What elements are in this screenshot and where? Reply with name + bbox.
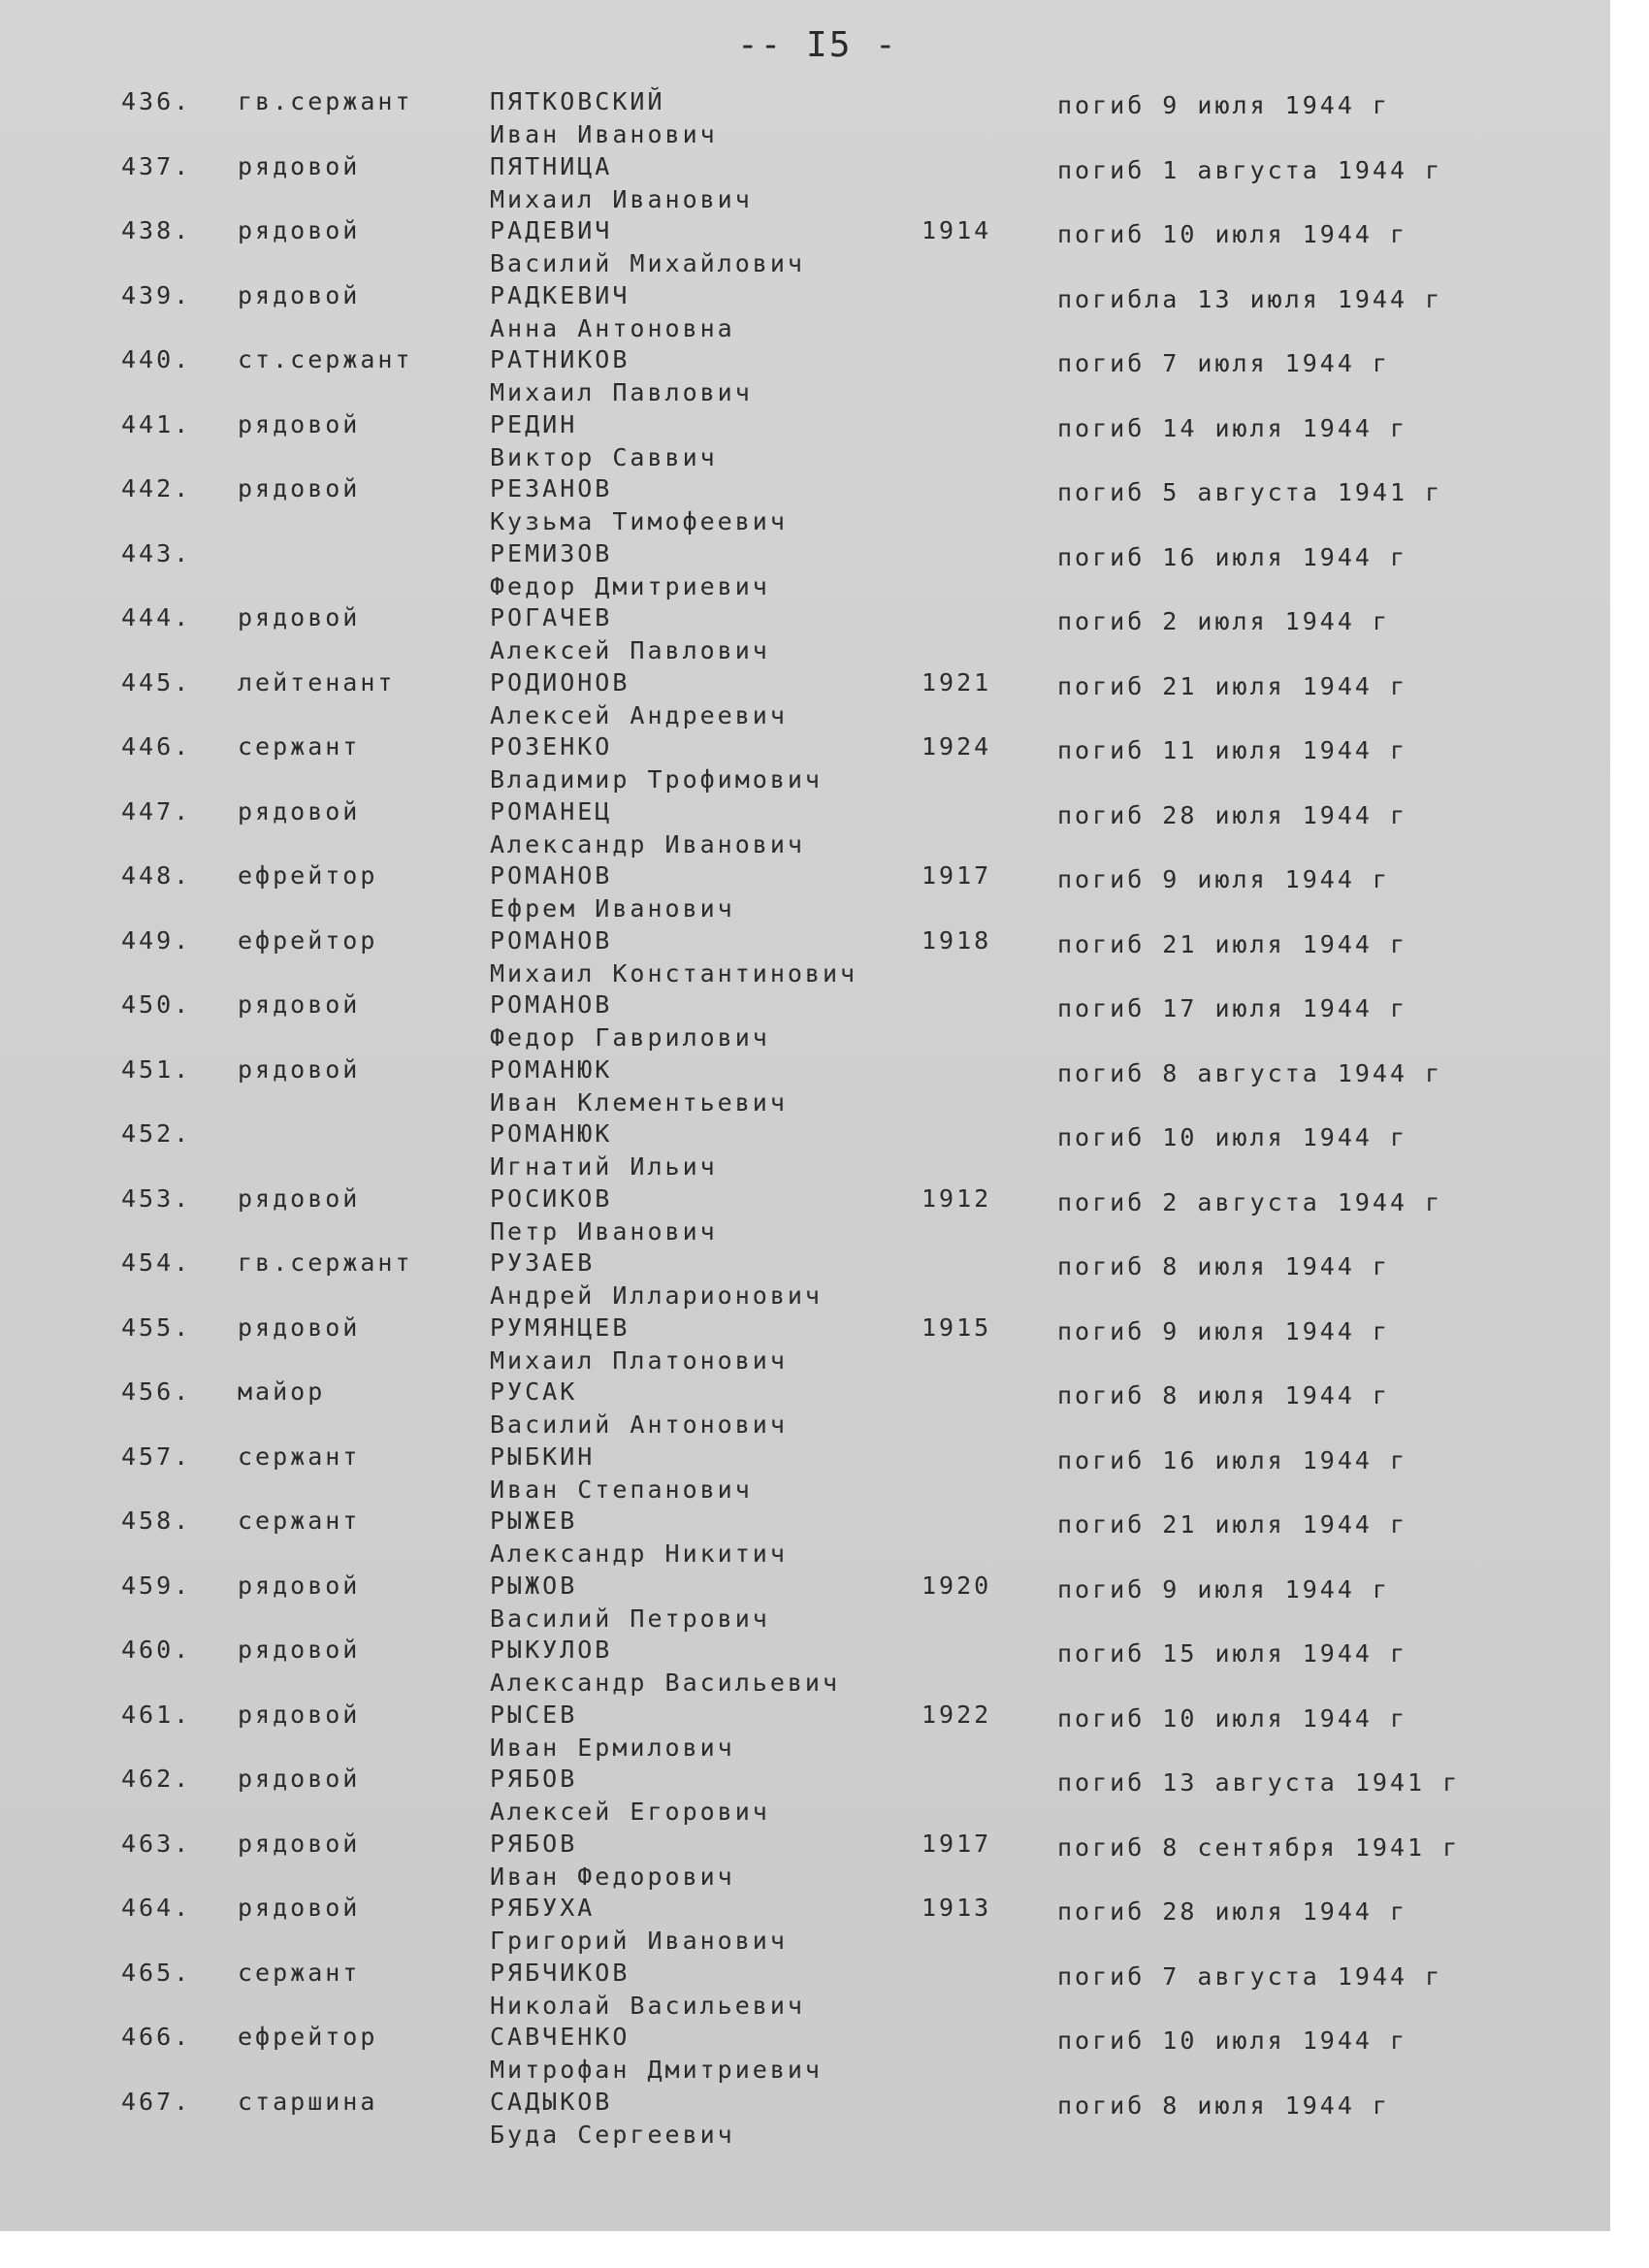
record-surname: ПЯТНИЦА <box>490 151 613 180</box>
record-row <box>0 1119 1610 1184</box>
record-given-names: Михаил Константинович <box>490 958 858 988</box>
record-number: 451. <box>121 1054 192 1084</box>
record-death-status: погиб 8 сентября 1941 г <box>1057 1832 1461 1862</box>
record-given-names: Михаил Иванович <box>490 184 753 213</box>
record-rank: гв.сержант <box>238 87 413 115</box>
record-number: 438. <box>121 216 192 244</box>
record-row <box>0 668 1610 733</box>
record-number: 442. <box>121 474 192 502</box>
record-death-status: погиб 17 июля 1944 г <box>1057 994 1408 1022</box>
record-rank: рядовой <box>238 990 361 1019</box>
record-row <box>0 1313 1610 1378</box>
record-given-names: Виктор Саввич <box>490 442 718 471</box>
record-given-names: Александр Иванович <box>490 829 805 859</box>
record-birth-year: 1912 <box>922 1183 992 1213</box>
record-row <box>0 474 1610 539</box>
record-row <box>0 2023 1610 2088</box>
record-number: 436. <box>121 87 192 115</box>
record-death-status: погиб 10 июля 1944 г <box>1057 2026 1408 2055</box>
record-birth-year: 1917 <box>922 1829 992 1858</box>
record-number: 458. <box>121 1507 192 1535</box>
record-death-status: погиб 8 июля 1944 г <box>1057 1381 1390 1409</box>
record-given-names: Буда Сергеевич <box>490 2120 735 2149</box>
record-surname: РАТНИКОВ <box>490 345 630 373</box>
record-surname: РОМАНОВ <box>490 861 613 890</box>
record-death-status: погиб 9 июля 1944 г <box>1057 865 1390 893</box>
record-given-names: Кузьма Тимофеевич <box>490 507 788 535</box>
record-rank: рядовой <box>238 1894 361 1922</box>
record-rank: ефрейтор <box>238 861 378 890</box>
record-number: 467. <box>121 2087 192 2116</box>
record-rank: рядовой <box>238 474 361 502</box>
record-surname: РУЗАЕВ <box>490 1248 596 1277</box>
record-rank: майор <box>238 1377 326 1406</box>
record-row <box>0 410 1610 475</box>
record-given-names: Алексей Егорович <box>490 1798 770 1826</box>
record-surname: РАДКЕВИЧ <box>490 280 630 309</box>
record-row <box>0 345 1610 410</box>
record-number: 462. <box>121 1765 192 1793</box>
record-row <box>0 281 1610 346</box>
record-given-names: Алексей Андреевич <box>490 700 788 729</box>
record-death-status: погиб 5 августа 1941 г <box>1057 478 1443 506</box>
record-surname: РЫБКИН <box>490 1442 596 1471</box>
record-surname: РЯБЧИКОВ <box>490 1958 630 1987</box>
record-surname: РЫЖЕВ <box>490 1507 578 1535</box>
record-number: 441. <box>121 409 192 438</box>
record-row <box>0 1377 1610 1442</box>
record-surname: РОМАНЮК <box>490 1054 613 1084</box>
record-given-names: Василий Петрович <box>490 1604 770 1633</box>
record-surname: РУМЯНЦЕВ <box>490 1312 630 1342</box>
record-death-status: погиб 7 августа 1944 г <box>1057 1961 1443 1991</box>
record-surname: РЫСЕВ <box>490 1700 578 1729</box>
record-death-status: погиб 21 июля 1944 г <box>1057 671 1408 700</box>
record-death-status: погиб 13 августа 1941 г <box>1057 1768 1461 1797</box>
record-rank: рядовой <box>238 151 361 180</box>
record-death-status: погиб 9 июля 1944 г <box>1057 1316 1390 1345</box>
record-given-names: Александр Никитич <box>490 1539 788 1568</box>
record-rank: рядовой <box>238 1765 361 1793</box>
record-given-names: Федор Дмитриевич <box>490 571 770 600</box>
record-death-status: погиб 1 августа 1944 г <box>1057 155 1443 184</box>
record-row <box>0 1701 1610 1766</box>
record-death-status: погиб 21 июля 1944 г <box>1057 1510 1408 1539</box>
record-row <box>0 926 1610 991</box>
record-given-names: Ефрем Иванович <box>490 894 735 923</box>
record-death-status: погиб 15 июля 1944 г <box>1057 1639 1408 1668</box>
record-birth-year: 1917 <box>922 861 992 890</box>
record-surname: ПЯТКОВСКИЙ <box>490 87 665 115</box>
record-given-names: Владимир Трофимович <box>490 765 823 794</box>
record-number: 454. <box>121 1248 192 1277</box>
record-surname: РОМАНЕЦ <box>490 796 613 826</box>
record-number: 440. <box>121 345 192 373</box>
record-given-names: Иван Ермилович <box>490 1733 735 1762</box>
record-row <box>0 861 1610 926</box>
record-row <box>0 603 1610 668</box>
record-birth-year: 1915 <box>922 1312 992 1342</box>
record-given-names: Михаил Павлович <box>490 378 753 406</box>
record-surname: РОЗЕНКО <box>490 732 613 761</box>
record-number: 452. <box>121 1119 192 1148</box>
record-surname: РЕМИЗОВ <box>490 538 613 567</box>
record-row <box>0 732 1610 797</box>
record-given-names: Иван Федорович <box>490 1862 735 1891</box>
record-surname: РОГАЧЕВ <box>490 603 613 632</box>
record-surname: РОСИКОВ <box>490 1183 613 1213</box>
record-given-names: Алексей Павлович <box>490 636 770 664</box>
record-rank: рядовой <box>238 1054 361 1084</box>
record-number: 464. <box>121 1894 192 1922</box>
record-rank: ефрейтор <box>238 925 378 955</box>
record-surname: РЫЖОВ <box>490 1571 578 1600</box>
record-row <box>0 1636 1610 1701</box>
record-rank: рядовой <box>238 1829 361 1858</box>
record-surname: САВЧЕНКО <box>490 2023 630 2051</box>
record-death-status: погиб 11 июля 1944 г <box>1057 736 1408 764</box>
record-surname: РЫКУЛОВ <box>490 1636 613 1664</box>
record-number: 446. <box>121 732 192 761</box>
record-row <box>0 1571 1610 1636</box>
record-death-status: погиб 8 июля 1944 г <box>1057 1252 1390 1280</box>
record-number: 450. <box>121 990 192 1019</box>
record-given-names: Митрофан Дмитриевич <box>490 2056 823 2084</box>
record-death-status: погиб 14 июля 1944 г <box>1057 413 1408 442</box>
record-row <box>0 1507 1610 1571</box>
record-row <box>0 152 1610 217</box>
record-number: 448. <box>121 861 192 890</box>
records-list <box>0 87 1610 2152</box>
record-number: 456. <box>121 1377 192 1406</box>
record-number: 447. <box>121 796 192 826</box>
record-given-names: Петр Иванович <box>490 1216 718 1246</box>
record-given-names: Николай Васильевич <box>490 1991 805 2020</box>
record-row <box>0 1442 1610 1507</box>
record-birth-year: 1914 <box>922 216 992 244</box>
record-given-names: Василий Антонович <box>490 1410 788 1439</box>
record-birth-year: 1918 <box>922 925 992 955</box>
record-birth-year: 1922 <box>922 1700 992 1729</box>
record-number: 453. <box>121 1183 192 1213</box>
record-death-status: погиб 16 июля 1944 г <box>1057 542 1408 571</box>
record-given-names: Григорий Иванович <box>490 1927 788 1955</box>
record-death-status: погиб 2 июля 1944 г <box>1057 607 1390 635</box>
record-row <box>0 990 1610 1055</box>
page-number: -- I5 - <box>737 25 898 65</box>
record-number: 461. <box>121 1700 192 1729</box>
record-rank: сержант <box>238 1958 361 1987</box>
record-given-names: Андрей Илларионович <box>490 1281 823 1310</box>
record-number: 459. <box>121 1571 192 1600</box>
record-death-status: погиб 9 июля 1944 г <box>1057 91 1390 119</box>
record-surname: РЕДИН <box>490 409 578 438</box>
record-given-names: Федор Гаврилович <box>490 1023 770 1052</box>
record-rank: рядовой <box>238 409 361 438</box>
record-given-names: Василий Михайлович <box>490 249 805 277</box>
record-death-status: погиб 10 июля 1944 г <box>1057 1703 1408 1733</box>
record-row <box>0 1959 1610 2024</box>
record-rank: ефрейтор <box>238 2023 378 2051</box>
record-death-status: погиб 10 июля 1944 г <box>1057 1123 1408 1151</box>
record-surname: РУСАК <box>490 1377 578 1406</box>
record-number: 437. <box>121 151 192 180</box>
record-row <box>0 1055 1610 1120</box>
record-surname: РЯБОВ <box>490 1765 578 1793</box>
record-number: 444. <box>121 603 192 632</box>
record-death-status: погиб 9 июля 1944 г <box>1057 1574 1390 1604</box>
record-surname: РОДИОНОВ <box>490 667 630 697</box>
record-number: 460. <box>121 1636 192 1664</box>
record-surname: РОМАНЮК <box>490 1119 613 1148</box>
record-given-names: Иван Клементьевич <box>490 1087 788 1117</box>
record-birth-year: 1913 <box>922 1894 992 1922</box>
record-death-status: погиб 2 августа 1944 г <box>1057 1187 1443 1216</box>
record-rank: рядовой <box>238 1571 361 1600</box>
record-number: 443. <box>121 538 192 567</box>
record-rank: рядовой <box>238 280 361 309</box>
record-number: 457. <box>121 1442 192 1471</box>
record-row <box>0 539 1610 604</box>
record-death-status: погиб 8 августа 1944 г <box>1057 1058 1443 1087</box>
record-rank: сержант <box>238 1507 361 1535</box>
record-rank: старшина <box>238 2087 378 2116</box>
record-surname: РЕЗАНОВ <box>490 474 613 502</box>
record-row <box>0 216 1610 281</box>
record-number: 466. <box>121 2023 192 2051</box>
record-given-names: Анна Антоновна <box>490 313 735 342</box>
record-death-status: погиб 10 июля 1944 г <box>1057 220 1408 248</box>
record-rank: сержант <box>238 1442 361 1471</box>
record-number: 455. <box>121 1312 192 1342</box>
record-rank: ст.сержант <box>238 345 413 373</box>
record-rank: сержант <box>238 732 361 761</box>
record-rank: рядовой <box>238 1183 361 1213</box>
record-rank: рядовой <box>238 603 361 632</box>
record-rank: рядовой <box>238 216 361 244</box>
record-death-status: погиб 28 июля 1944 г <box>1057 800 1408 829</box>
record-row <box>0 87 1610 152</box>
record-given-names: Александр Васильевич <box>490 1669 841 1697</box>
record-rank: лейтенант <box>238 667 396 697</box>
record-row <box>0 2088 1610 2153</box>
record-row <box>0 1184 1610 1249</box>
record-row <box>0 1894 1610 1959</box>
record-death-status: погиб 7 июля 1944 г <box>1057 349 1390 377</box>
record-given-names: Иван Степанович <box>490 1474 753 1504</box>
record-rank: рядовой <box>238 796 361 826</box>
record-death-status: погиб 16 июля 1944 г <box>1057 1445 1408 1474</box>
record-row <box>0 797 1610 862</box>
record-birth-year: 1920 <box>922 1571 992 1600</box>
record-number: 465. <box>121 1958 192 1987</box>
record-surname: САДЫКОВ <box>490 2087 613 2116</box>
record-rank: рядовой <box>238 1636 361 1664</box>
record-surname: РЯБОВ <box>490 1829 578 1858</box>
record-rank: гв.сержант <box>238 1248 413 1277</box>
record-number: 445. <box>121 667 192 697</box>
record-number: 449. <box>121 925 192 955</box>
record-death-status: погибла 13 июля 1944 г <box>1057 284 1443 313</box>
record-birth-year: 1921 <box>922 667 992 697</box>
record-row <box>0 1765 1610 1830</box>
record-surname: РЯБУХА <box>490 1894 596 1922</box>
record-surname: РОМАНОВ <box>490 990 613 1019</box>
record-row <box>0 1248 1610 1313</box>
record-surname: РОМАНОВ <box>490 925 613 955</box>
record-birth-year: 1924 <box>922 732 992 761</box>
record-rank: рядовой <box>238 1312 361 1342</box>
record-given-names: Игнатий Ильич <box>490 1152 718 1181</box>
record-death-status: погиб 8 июля 1944 г <box>1057 2090 1390 2120</box>
record-death-status: погиб 21 июля 1944 г <box>1057 929 1408 958</box>
record-given-names: Михаил Платонович <box>490 1345 788 1375</box>
record-surname: РАДЕВИЧ <box>490 216 613 244</box>
record-death-status: погиб 28 июля 1944 г <box>1057 1897 1408 1926</box>
record-given-names: Иван Иванович <box>490 120 718 148</box>
record-number: 439. <box>121 280 192 309</box>
record-row <box>0 1830 1610 1895</box>
record-rank: рядовой <box>238 1700 361 1729</box>
record-number: 463. <box>121 1829 192 1858</box>
